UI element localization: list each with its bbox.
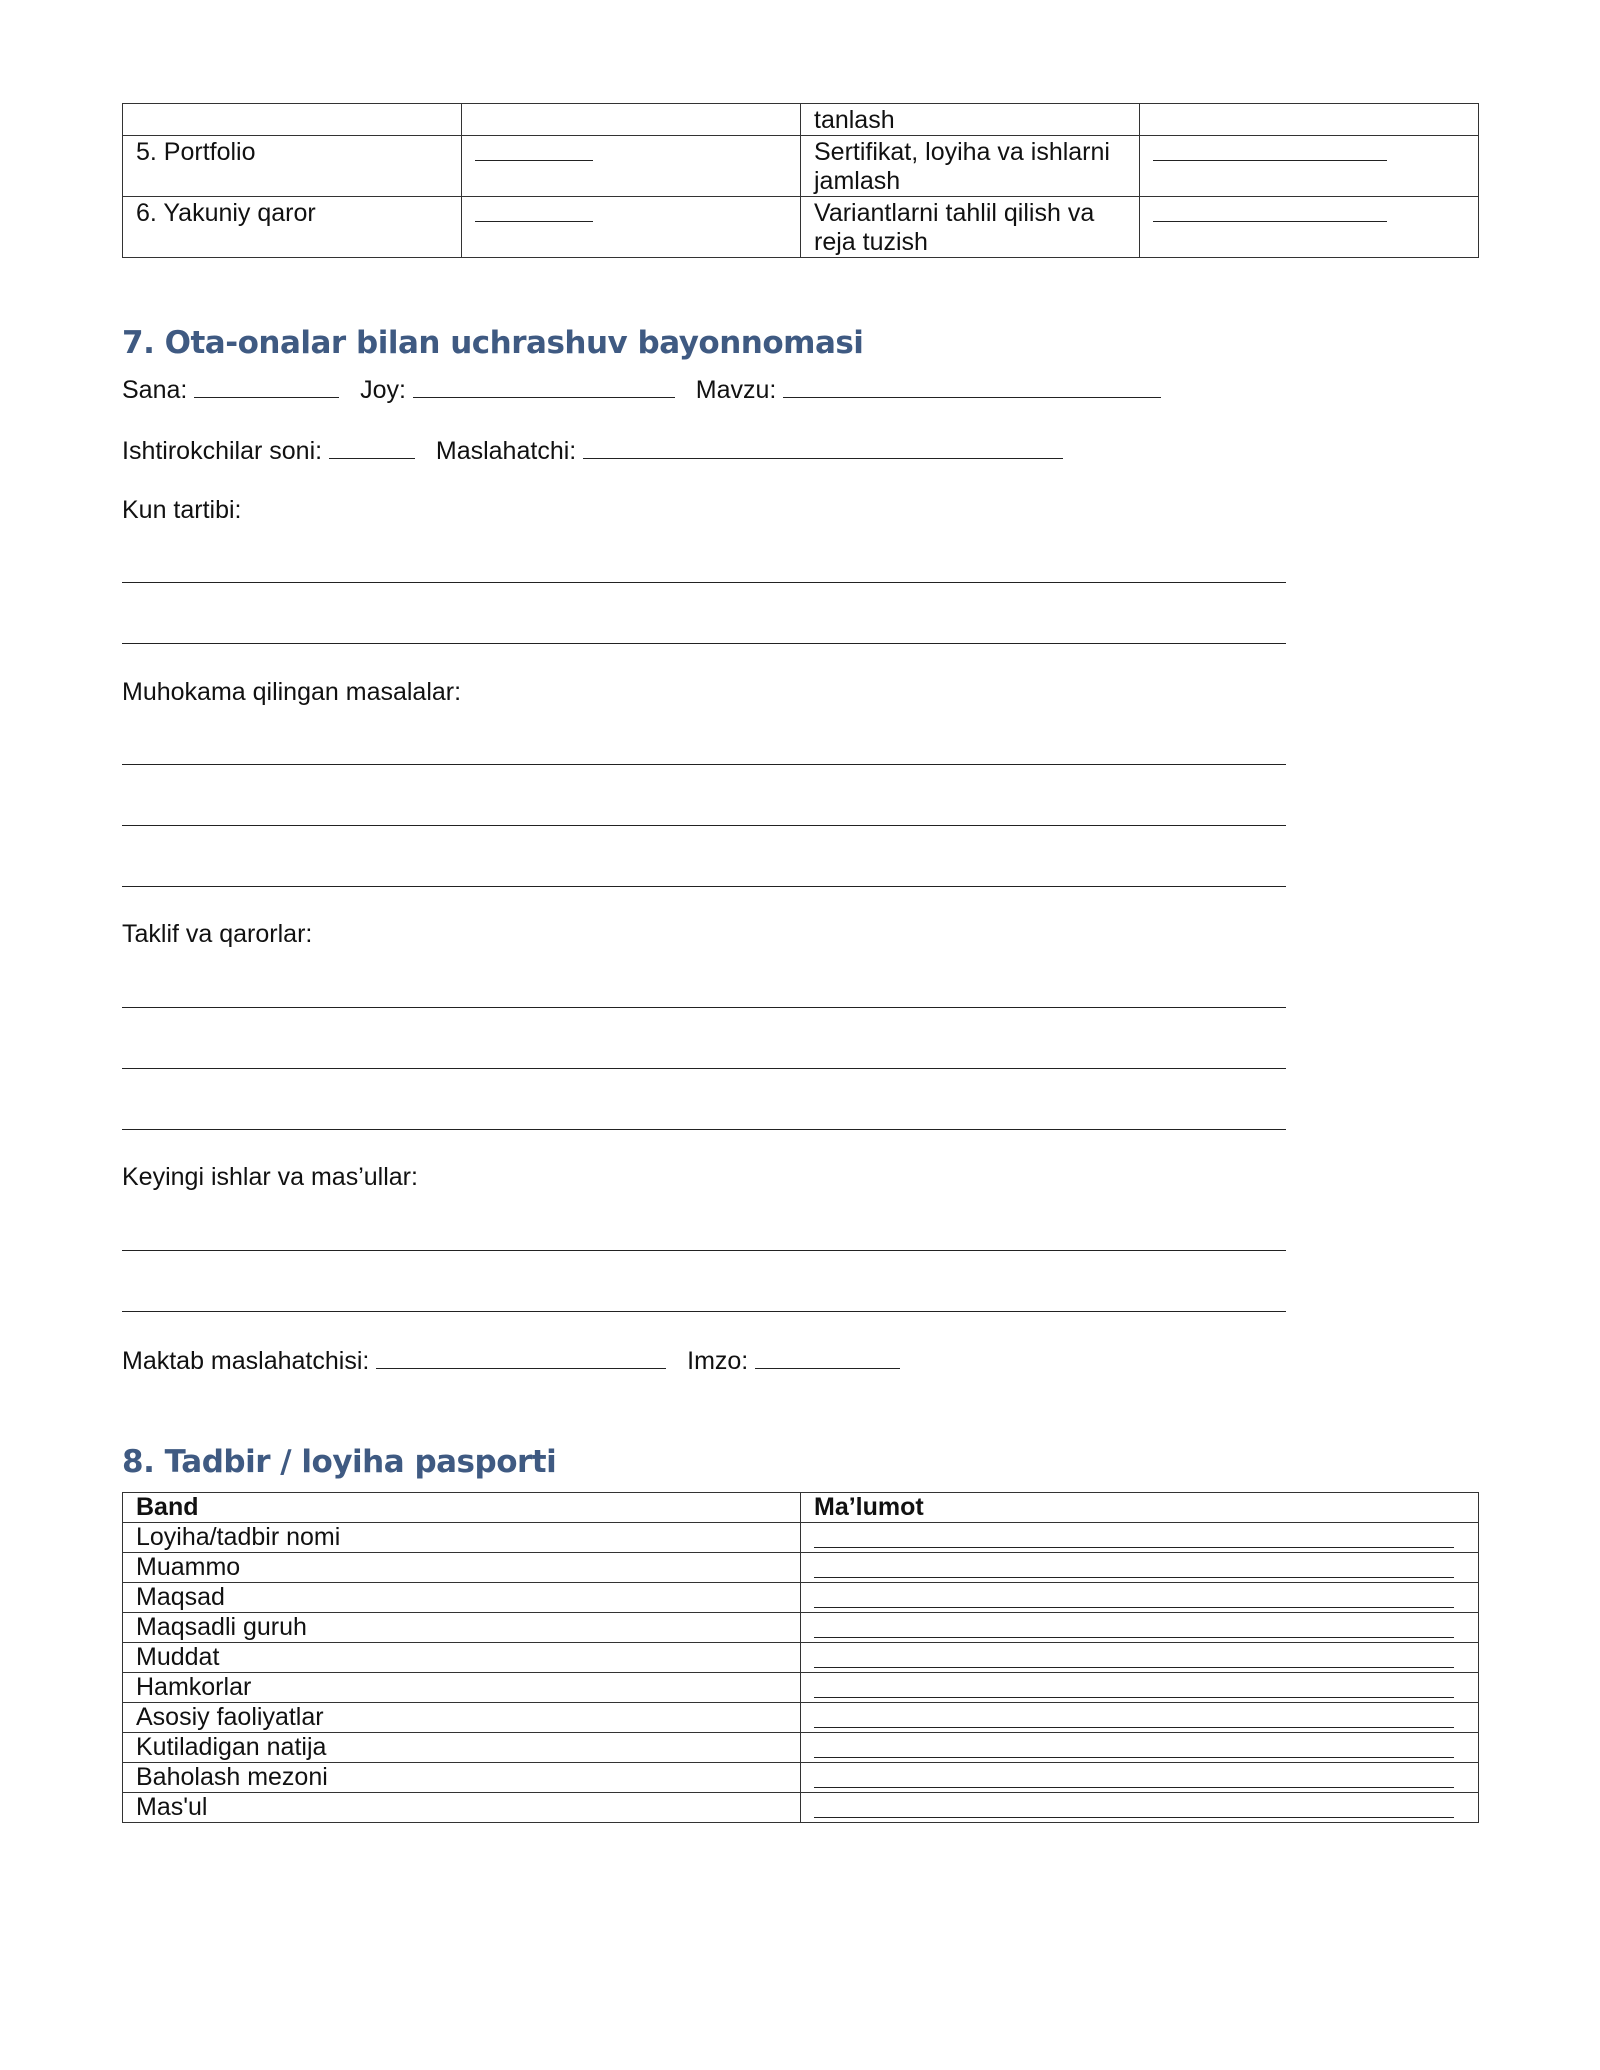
- blank-field[interactable]: [814, 1703, 1454, 1728]
- writing-line[interactable]: [122, 1129, 1286, 1130]
- table-cell: [1140, 197, 1479, 258]
- row-label: Hamkorlar: [123, 1673, 801, 1703]
- row-value[interactable]: [801, 1673, 1479, 1703]
- blank-field[interactable]: [475, 201, 593, 222]
- writing-line[interactable]: [122, 764, 1286, 765]
- section-8-title: 8. Tadbir / loyiha pasporti: [122, 1444, 557, 1480]
- table-cell: [462, 136, 801, 197]
- table-row: [123, 136, 1479, 197]
- writing-line[interactable]: [122, 1068, 1286, 1069]
- row-label: Kutiladigan natija: [123, 1733, 801, 1763]
- mavzu-label: Mavzu:: [695, 376, 777, 404]
- table-row: [123, 1583, 1479, 1613]
- row-label: Muammo: [123, 1553, 801, 1583]
- row-value[interactable]: [801, 1793, 1479, 1823]
- row-value[interactable]: [801, 1733, 1479, 1763]
- blank-field[interactable]: [814, 1583, 1454, 1608]
- malumot-header: Ma’lumot: [801, 1493, 1479, 1523]
- table-cell: 5. Portfolio: [123, 136, 462, 197]
- steps-table: [122, 103, 1479, 258]
- blank-field[interactable]: [475, 140, 593, 161]
- table-row: [123, 104, 1479, 136]
- maslahatchi-field[interactable]: [583, 436, 1063, 459]
- table-row: [123, 1613, 1479, 1643]
- ishtirokchilar-label: Ishtirokchilar soni:: [122, 437, 323, 465]
- row-label: Maqsadli guruh: [123, 1613, 801, 1643]
- writing-line[interactable]: [122, 1311, 1286, 1312]
- table-cell: tanlash: [801, 104, 1140, 136]
- blank-field[interactable]: [814, 1613, 1454, 1638]
- joy-label: Joy:: [360, 376, 406, 404]
- row-value[interactable]: [801, 1523, 1479, 1553]
- passport-table: [122, 1492, 1479, 1823]
- table-row: [123, 1733, 1479, 1763]
- table-row: [123, 1673, 1479, 1703]
- table-cell: 6. Yakuniy qaror: [123, 197, 462, 258]
- row-label: Mas'ul: [123, 1793, 801, 1823]
- blank-field[interactable]: [814, 1523, 1454, 1548]
- ishtirokchilar-field[interactable]: [329, 436, 415, 459]
- section-7-title: 7. Ota-onalar bilan uchrashuv bayonnomasi: [122, 325, 864, 361]
- table-cell: [1140, 104, 1479, 136]
- sana-label: Sana:: [122, 376, 188, 404]
- writing-line[interactable]: [122, 582, 1286, 583]
- blank-field[interactable]: [814, 1733, 1454, 1758]
- blank-field[interactable]: [814, 1763, 1454, 1788]
- joy-field[interactable]: [413, 375, 675, 398]
- muhokama-label: Muhokama qilingan masalalar:: [122, 678, 462, 706]
- row-value[interactable]: [801, 1763, 1479, 1793]
- table-cell: [123, 104, 462, 136]
- table-row: [123, 1553, 1479, 1583]
- table-row: [123, 1703, 1479, 1733]
- maslahatchi-label: Maslahatchi:: [435, 437, 577, 465]
- table-cell: Sertifikat, loyiha va ishlarni jamlash: [801, 136, 1140, 197]
- table-row: [123, 1763, 1479, 1793]
- row-label: Loyiha/tadbir nomi: [123, 1523, 801, 1553]
- maktab-field[interactable]: [376, 1346, 666, 1369]
- participants-row: [122, 436, 1063, 466]
- band-header: Band: [123, 1493, 801, 1523]
- meeting-meta-row: [122, 375, 1161, 405]
- blank-field[interactable]: [814, 1793, 1454, 1818]
- kun-tartibi-label: Kun tartibi:: [122, 496, 242, 524]
- writing-line[interactable]: [122, 825, 1286, 826]
- row-value[interactable]: [801, 1553, 1479, 1583]
- table-row: [123, 1793, 1479, 1823]
- table-cell: Variantlarni tahlil qilish va reja tuzish: [801, 197, 1140, 258]
- table-row: [123, 197, 1479, 258]
- row-label: Baholash mezoni: [123, 1763, 801, 1793]
- signature-row: [122, 1346, 900, 1376]
- table-cell: [462, 197, 801, 258]
- table-header-row: [123, 1493, 1479, 1523]
- blank-field[interactable]: [1153, 140, 1387, 161]
- writing-line[interactable]: [122, 643, 1286, 644]
- imzo-field[interactable]: [755, 1346, 900, 1369]
- writing-line[interactable]: [122, 1250, 1286, 1251]
- row-label: Maqsad: [123, 1583, 801, 1613]
- blank-field[interactable]: [814, 1553, 1454, 1578]
- writing-line[interactable]: [122, 1007, 1286, 1008]
- maktab-label: Maktab maslahatchisi:: [122, 1347, 370, 1375]
- row-label: Muddat: [123, 1643, 801, 1673]
- row-label: Asosiy faoliyatlar: [123, 1703, 801, 1733]
- blank-field[interactable]: [814, 1673, 1454, 1698]
- imzo-label: Imzo:: [687, 1347, 749, 1375]
- row-value[interactable]: [801, 1583, 1479, 1613]
- table-row: [123, 1523, 1479, 1553]
- mavzu-field[interactable]: [783, 375, 1161, 398]
- table-cell: [1140, 136, 1479, 197]
- sana-field[interactable]: [194, 375, 339, 398]
- writing-line[interactable]: [122, 886, 1286, 887]
- row-value[interactable]: [801, 1613, 1479, 1643]
- row-value[interactable]: [801, 1643, 1479, 1673]
- blank-field[interactable]: [814, 1643, 1454, 1668]
- keyingi-label: Keyingi ishlar va mas’ullar:: [122, 1163, 418, 1191]
- table-row: [123, 1643, 1479, 1673]
- blank-field[interactable]: [1153, 201, 1387, 222]
- taklif-label: Taklif va qarorlar:: [122, 920, 313, 948]
- row-value[interactable]: [801, 1703, 1479, 1733]
- table-cell: [462, 104, 801, 136]
